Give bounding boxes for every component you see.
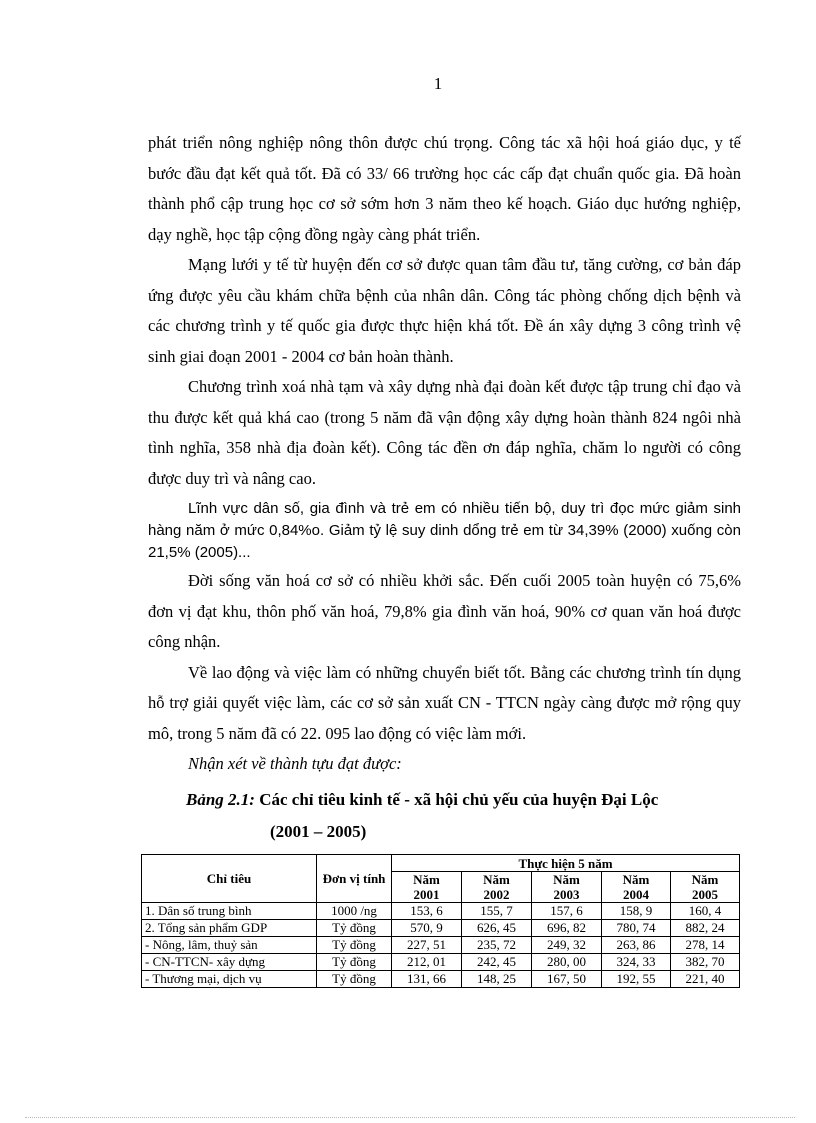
row-value: 324, 33 (602, 954, 671, 971)
table-caption-label: Bảng 2.1: (186, 790, 255, 809)
row-value: 157, 6 (532, 903, 602, 920)
paragraph-housing: Chương trình xoá nhà tạm và xây dựng nhà đại đoàn kết được tập trung chỉ đạo và thu được kết quả khá cao (trong 5 năm đã vận động xây dựng hoàn thành 824 ngôi nhà tình nghĩa, 358 nhà địa đoàn kết). Công tác đền ơn đáp nghĩa, chăm lo người có công được duy trì và nâng cao. (148, 377, 741, 488)
body-text-population (148, 498, 741, 564)
row-value: 882, 24 (671, 920, 740, 937)
row-value: 278, 14 (671, 937, 740, 954)
table-row (142, 920, 740, 937)
header-year: Năm 2002 (462, 872, 532, 903)
table-caption-title: Các chỉ tiêu kinh tế - xã hội chủ yếu của huyện Đại Lộc (259, 790, 659, 809)
page-number: 1 (433, 74, 443, 93)
row-value: 280, 00 (532, 954, 602, 971)
row-value: 242, 45 (462, 954, 532, 971)
header-unit: Đơn vị tính (317, 855, 392, 903)
table-row (142, 971, 740, 988)
row-indicator-name: - CN-TTCN- xây dựng (142, 954, 317, 971)
row-value: 160, 4 (671, 903, 740, 920)
row-value: 167, 50 (532, 971, 602, 988)
paragraph-education: phát triển nông nghiệp nông thôn được chú trọng. Công tác xã hội hoá giáo dục, y tế bước đầu đạt kết quả tốt. Đã có 33/ 66 trường học các cấp đạt chuẩn quốc gia. Đã hoàn thành phổ cập trung học cơ sở sớm hơn 3 năm theo kế hoạch. Giáo dục hướng nghiệp, dạy nghề, học tập cộng đồng ngày càng phát triển. (148, 133, 741, 244)
row-value: 153, 6 (392, 903, 462, 920)
row-value: 382, 70 (671, 954, 740, 971)
page-bottom-divider (25, 1117, 795, 1118)
row-value: 263, 86 (602, 937, 671, 954)
row-unit: Tỷ đồng (317, 954, 392, 971)
header-indicator: Chỉ tiêu (142, 855, 317, 903)
header-year: Năm 2005 (671, 872, 740, 903)
row-indicator-name: - Nông, lâm, thuỷ sản (142, 937, 317, 954)
row-indicator-name: 2. Tổng sản phẩm GDP (142, 920, 317, 937)
row-value: 696, 82 (532, 920, 602, 937)
table-caption (186, 790, 658, 810)
row-unit: Tỷ đồng (317, 937, 392, 954)
indicators-table (141, 854, 740, 988)
row-value: 158, 9 (602, 903, 671, 920)
row-value: 227, 51 (392, 937, 462, 954)
row-value: 155, 7 (462, 903, 532, 920)
row-value: 780, 74 (602, 920, 671, 937)
row-value: 192, 55 (602, 971, 671, 988)
paragraph-labor: Về lao động và việc làm có những chuyển biết tốt. Bằng các chương trình tín dụng hỗ trợ giải quyết việc làm, các cơ sở sản xuất CN - TTCN ngày càng được mở rộng quy mô, trong 5 năm đã có 22. 095 lao động có việc làm mới. (148, 662, 741, 743)
header-year: Năm 2004 (602, 872, 671, 903)
row-value: 148, 25 (462, 971, 532, 988)
row-indicator-name: 1. Dân số trung bình (142, 903, 317, 920)
table-row (142, 903, 740, 920)
row-unit: 1000 /ng (317, 903, 392, 920)
header-five-year-results: Thực hiện 5 năm (392, 855, 740, 872)
row-value: 221, 40 (671, 971, 740, 988)
paragraph-healthcare: Mạng lưới y tế từ huyện đến cơ sở được quan tâm đầu tư, tăng cường, cơ bản đáp ứng được yêu cầu khám chữa bệnh của nhân dân. Công tác phòng chống dịch bệnh và các chương trình y tế quốc gia được thực hiện khá tốt. Đề án xây dựng 3 công trình vệ sinh giai đoạn 2001 - 2004 cơ bản hoàn thành. (148, 255, 741, 366)
row-value: 235, 72 (462, 937, 532, 954)
row-value: 212, 01 (392, 954, 462, 971)
row-unit: Tỷ đồng (317, 971, 392, 988)
row-indicator-name: - Thương mại, dịch vụ (142, 971, 317, 988)
row-value: 570, 9 (392, 920, 462, 937)
body-text (148, 128, 741, 494)
paragraph-population: Lĩnh vực dân số, gia đình và trẻ em có nhiều tiến bộ, duy trì đọc mức giảm sinh hàng năm ở mức 0,84%o. Giảm tỷ lệ suy dinh dổng trẻ em từ 34,39% (2000) xuống còn 21,5% (2005)... (148, 500, 741, 561)
paragraph-remarks-heading: Nhận xét về thành tựu đạt được: (188, 754, 402, 773)
table-row (142, 954, 740, 971)
paragraph-culture: Đời sống văn hoá cơ sở có nhiều khởi sắc. Đến cuối 2005 toàn huyện có 75,6% đơn vị đạt khu, thôn phố văn hoá, 79,8% gia đình văn hoá, 90% cơ quan văn hoá được công nhận. (148, 571, 741, 651)
row-value: 626, 45 (462, 920, 532, 937)
table-caption-period: (2001 – 2005) (270, 822, 367, 841)
row-value: 131, 66 (392, 971, 462, 988)
body-text-continued (148, 566, 741, 780)
header-year: Năm 2003 (532, 872, 602, 903)
header-year: Năm 2001 (392, 872, 462, 903)
row-value: 249, 32 (532, 937, 602, 954)
table-row (142, 937, 740, 954)
row-unit: Tỷ đồng (317, 920, 392, 937)
